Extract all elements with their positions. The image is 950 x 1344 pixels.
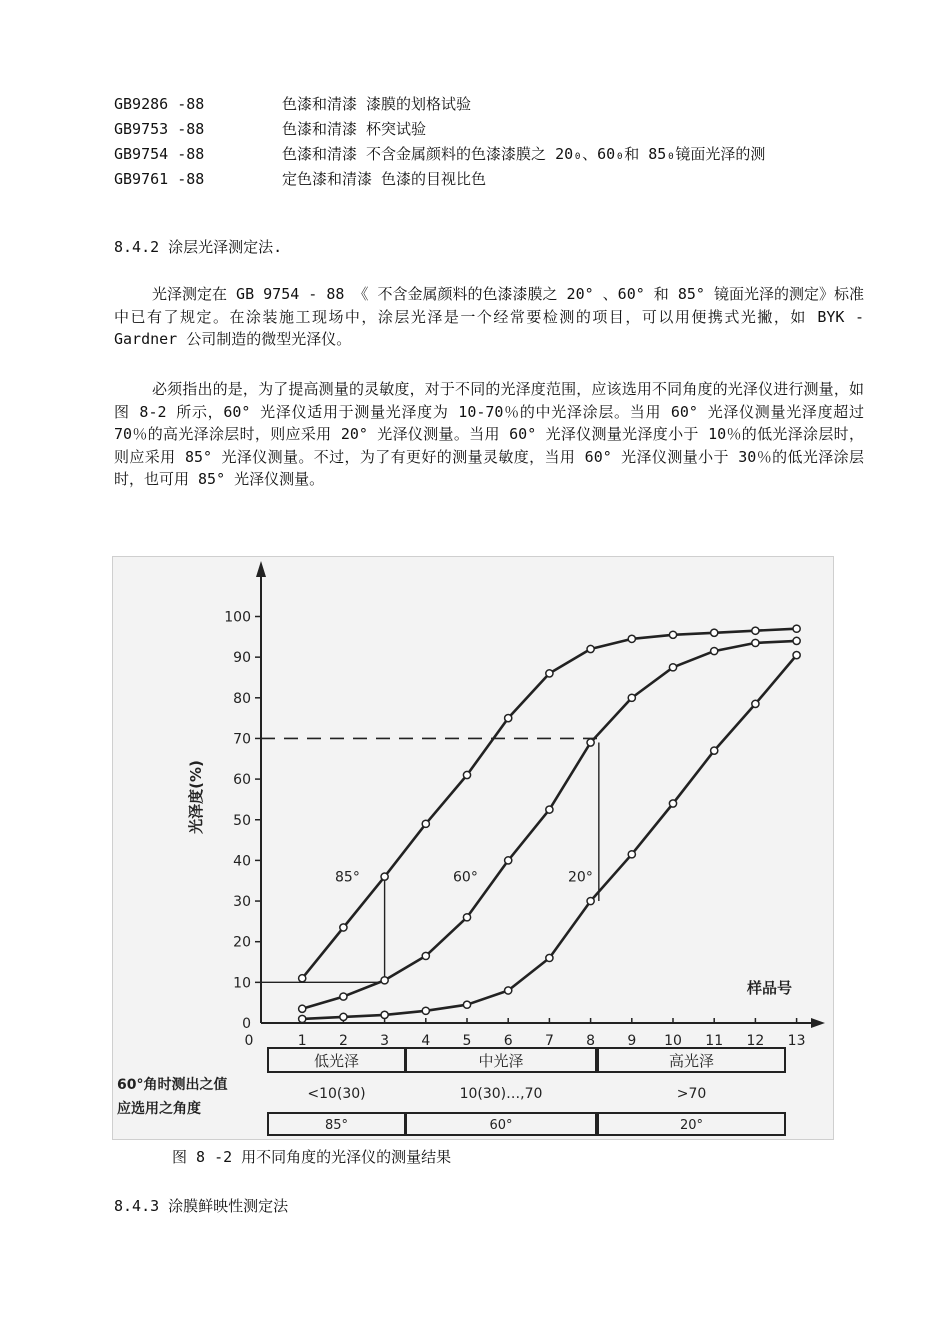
range-name: 高光泽 (668, 1052, 715, 1070)
data-point (752, 639, 759, 646)
data-point (669, 800, 676, 807)
range-name: 中光泽 (478, 1052, 524, 1070)
figure-caption: 图 8 -2 用不同角度的光泽仪的测量结果 (172, 1148, 452, 1166)
x-tick-label: 5 (462, 1033, 472, 1049)
data-point (752, 627, 759, 634)
data-point (752, 700, 759, 707)
data-point (299, 975, 306, 982)
series-label: 20° (568, 869, 593, 886)
x-tick-label: 7 (544, 1033, 554, 1049)
data-point (505, 715, 512, 722)
data-point (422, 820, 429, 827)
data-point (628, 851, 635, 858)
data-point (587, 739, 594, 746)
data-point (669, 664, 676, 671)
standard-title: 定色漆和清漆 色漆的目视比色 (282, 170, 487, 188)
data-point (299, 1015, 306, 1022)
paragraph-gloss-angles: 必须指出的是，为了提高测量的灵敏度，对于不同的光泽度范围，应该选用不同角度的光泽仪进行测量，如图 8-2 所示，60° 光泽仪适用于测量光泽度为 10-70％的中光泽涂层。当用 60° 光泽仪测量光泽度超过 70％的高光泽涂层时，则应采用 20° 光泽仪测量。当用 60° 光泽仪测量光泽度小于 10％的低光泽涂层时，则应采用 85° 光泽仪测量。不过，为了有更好的测量灵敏度，当用 60° 光泽仪测量小于 30％的低光泽涂层时，也可用 85° 光泽仪测量。 (114, 380, 864, 488)
section-heading-842: 8.4.2 涂层光泽测定法. (114, 238, 283, 256)
data-point (381, 1011, 388, 1018)
y-axis-label: 光泽度(%) (187, 760, 205, 834)
y-tick-label: 80 (233, 690, 251, 707)
range-value: 10(30)…,70 (459, 1086, 543, 1102)
data-point (587, 897, 594, 904)
standard-code: GB9286 -88 (114, 95, 205, 113)
x-axis-arrow (811, 1018, 825, 1028)
data-point (546, 954, 553, 961)
y-tick-label: 20 (233, 934, 251, 951)
angle-value: 60° (489, 1118, 513, 1133)
range-name: 低光泽 (313, 1052, 360, 1070)
series-label: 85° (335, 869, 360, 886)
x-tick-label: 2 (338, 1033, 348, 1049)
data-point (587, 645, 594, 652)
data-point (546, 806, 553, 813)
y-tick-label: 70 (233, 731, 251, 748)
data-point (628, 635, 635, 642)
y-tick-label: 60 (233, 772, 251, 789)
x-tick-label: 13 (787, 1033, 806, 1049)
x-tick-label: 0 (244, 1033, 254, 1049)
y-tick-label: 50 (233, 812, 251, 829)
x-tick-label: 4 (421, 1033, 431, 1049)
chart-labels (187, 760, 792, 997)
x-tick-label: 8 (586, 1033, 596, 1049)
data-point (669, 631, 676, 638)
gloss-range-table (117, 1048, 785, 1135)
y-tick-label: 90 (233, 650, 251, 667)
range-value: <10(30) (307, 1086, 366, 1102)
data-point (463, 914, 470, 921)
data-point (381, 873, 388, 880)
data-point (793, 625, 800, 632)
data-point (340, 924, 347, 931)
chart-reference-lines (261, 738, 603, 982)
standard-code: GB9753 -88 (114, 120, 205, 138)
data-point (628, 694, 635, 701)
data-point (422, 952, 429, 959)
data-point (463, 1001, 470, 1008)
y-tick-label: 10 (233, 975, 251, 992)
y-tick-label: 100 (224, 609, 251, 626)
y-tick-label: 40 (233, 853, 251, 870)
x-axis-label: 样品号 (747, 979, 793, 997)
x-tick-label: 12 (746, 1033, 765, 1049)
angle-value: 85° (324, 1118, 349, 1133)
data-point (340, 993, 347, 1000)
series-line-85deg (302, 629, 796, 979)
series-line-20deg (302, 655, 796, 1019)
standard-title: 色漆和清漆 不含金属颜料的色漆漆膜之 20₀、60₀和 85₀镜面光泽的测 (282, 145, 766, 163)
data-point (546, 670, 553, 677)
series-label: 60° (453, 869, 478, 886)
data-point (505, 857, 512, 864)
data-point (340, 1013, 347, 1020)
data-point (793, 652, 800, 659)
data-point (505, 987, 512, 994)
data-point (299, 1005, 306, 1012)
data-point (711, 647, 718, 654)
y-axis-arrow (256, 561, 266, 577)
range-value: >70 (676, 1086, 707, 1102)
y-tick-label: 30 (233, 894, 251, 911)
standard-title: 色漆和清漆 杯突试验 (282, 120, 427, 138)
standard-code: GB9754 -88 (114, 145, 205, 163)
chart-series (299, 625, 801, 1022)
angle-value: 20° (679, 1118, 704, 1133)
y-tick-label: 0 (242, 1016, 251, 1032)
standard-code: GB9761 -88 (114, 170, 205, 188)
chart-axes (224, 561, 825, 1049)
data-point (381, 977, 388, 984)
x-tick-label: 1 (297, 1033, 307, 1049)
x-tick-label: 6 (503, 1033, 513, 1049)
table-row-label: 60°角时测出之值 (117, 1077, 228, 1093)
data-point (463, 771, 470, 778)
table-row-label: 应选用之角度 (117, 1101, 201, 1117)
gloss-chart (113, 557, 833, 1139)
x-tick-label: 9 (627, 1033, 637, 1049)
data-point (793, 637, 800, 644)
x-tick-label: 10 (664, 1033, 682, 1049)
data-point (711, 629, 718, 636)
paragraph-gloss-standard: 光泽测定在 GB 9754 - 88 《 不含金属颜料的色漆漆膜之 20° 、60° 和 85° 镜面光泽的测定》标准中已有了规定。在涂装施工现场中，涂层光泽是一个经常要检测的项目，可以用便携式光撇，如 BYK - Gardner 公司制造的微型光泽仪。 (114, 285, 864, 348)
x-tick-label: 11 (705, 1033, 724, 1049)
data-point (711, 747, 718, 754)
figure-gloss-chart (112, 556, 834, 1140)
standard-title: 色漆和清漆 漆膜的划格试验 (282, 95, 472, 113)
data-point (422, 1007, 429, 1014)
section-heading-843: 8.4.3 涂膜鲜映性测定法 (114, 1197, 289, 1215)
x-tick-label: 3 (380, 1033, 390, 1049)
